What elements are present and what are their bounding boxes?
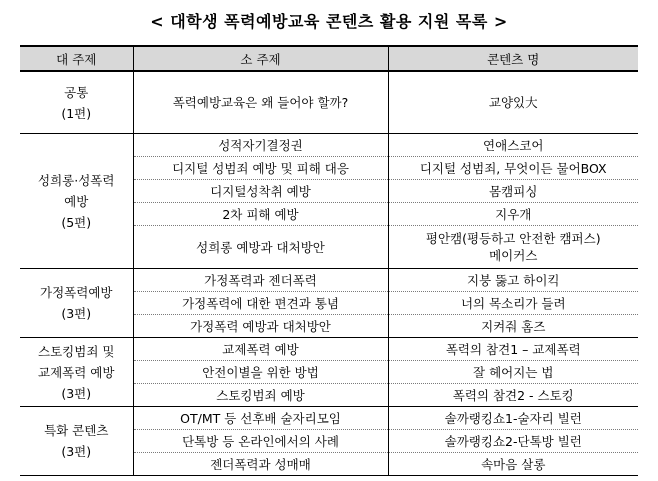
sub-topic-cell: 젠더폭력과 성매매	[133, 453, 388, 476]
sub-topic-cell: 안전이별을 위한 방법	[133, 361, 388, 384]
content-name-cell: 너의 목소리가 들려	[388, 292, 638, 315]
header-sub-topic: 소 주제	[133, 46, 388, 71]
sub-topic-cell: 디지털성착취 예방	[133, 180, 388, 203]
content-name-cell: 지켜줘 홈즈	[388, 315, 638, 338]
table-row	[20, 134, 638, 157]
sub-topic-cell: 가정폭력에 대한 편견과 통념	[133, 292, 388, 315]
content-name-cell	[388, 226, 638, 269]
sub-topic-cell: 가정폭력과 젠더폭력	[133, 269, 388, 292]
sub-topic-cell: 스토킹범죄 예방	[133, 384, 388, 407]
main-topic-line: 스토킹범죄 및	[38, 343, 115, 359]
sub-topic-cell: 단톡방 등 온라인에서의 사례	[133, 430, 388, 453]
main-topic-line: 특화 콘텐츠	[44, 423, 109, 438]
main-topic-cell	[20, 407, 133, 476]
main-topic-line: 공통	[64, 84, 89, 100]
content-name-cell: 몸캠피싱	[388, 180, 638, 203]
content-name-cell: 잘 헤어지는 법	[388, 361, 638, 384]
sub-topic-cell: 교제폭력 예방	[133, 338, 388, 361]
main-topic-line: (3편)	[61, 444, 92, 459]
main-topic-line: (5편)	[61, 214, 92, 230]
content-name-cell: 지우개	[388, 203, 638, 226]
sub-topic-cell: 성희롱 예방과 대처방안	[133, 226, 388, 269]
content-name-cell: 지붕 뚫고 하이킥	[388, 269, 638, 292]
content-name-cell: 교양있大	[388, 71, 638, 134]
main-topic-line: 교제폭력 예방	[38, 364, 115, 380]
content-name-line: 평안캠(평등하고 안전한 캠퍼스)	[425, 231, 601, 246]
main-topic-line: 성희롱·성폭력	[38, 172, 115, 188]
content-name-cell: 속마음 살롱	[388, 453, 638, 476]
table-row	[20, 269, 638, 292]
main-topic-cell	[20, 269, 133, 338]
main-topic-line: 가정폭력예방	[40, 285, 113, 300]
content-name-cell: 솔까랭킹쇼1-술자리 빌런	[388, 407, 638, 430]
sub-topic-cell: 가정폭력 예방과 대처방안	[133, 315, 388, 338]
content-name-cell: 연애스코어	[388, 134, 638, 157]
sub-topic-cell: OT/MT 등 선후배 술자리모임	[133, 407, 388, 430]
main-topic-cell	[20, 134, 133, 269]
content-name-cell: 폭력의 참견2 - 스토킹	[388, 384, 638, 407]
content-name-line: 메이커스	[489, 248, 538, 263]
main-topic-line: (3편)	[61, 385, 92, 401]
table-row	[20, 338, 638, 361]
main-topic-cell	[20, 71, 133, 134]
page-title: < 대학생 폭력예방교육 콘텐츠 활용 지원 목록 >	[150, 12, 508, 31]
table-row	[20, 407, 638, 430]
sub-topic-cell: 2차 피해 예방	[133, 203, 388, 226]
header-row	[20, 46, 638, 71]
main-topic-line: (3편)	[61, 306, 92, 321]
header-content-name: 콘텐츠 명	[388, 46, 638, 71]
main-topic-line: 예방	[64, 193, 89, 209]
main-topic-cell	[20, 338, 133, 407]
header-main-topic: 대 주제	[20, 46, 133, 71]
main-topic-line: (1편)	[61, 105, 92, 121]
sub-topic-cell: 폭력예방교육은 왜 들어야 할까?	[133, 71, 388, 134]
sub-topic-cell: 성적자기결정권	[133, 134, 388, 157]
table-row	[20, 71, 638, 134]
content-name-cell: 디지털 성범죄, 무엇이든 물어BOX	[388, 157, 638, 180]
content-list-table	[20, 45, 638, 476]
sub-topic-cell: 디지털 성범죄 예방 및 피해 대응	[133, 157, 388, 180]
content-name-cell: 솔까랭킹쇼2-단톡방 빌런	[388, 430, 638, 453]
content-name-cell: 폭력의 참견1 – 교제폭력	[388, 338, 638, 361]
